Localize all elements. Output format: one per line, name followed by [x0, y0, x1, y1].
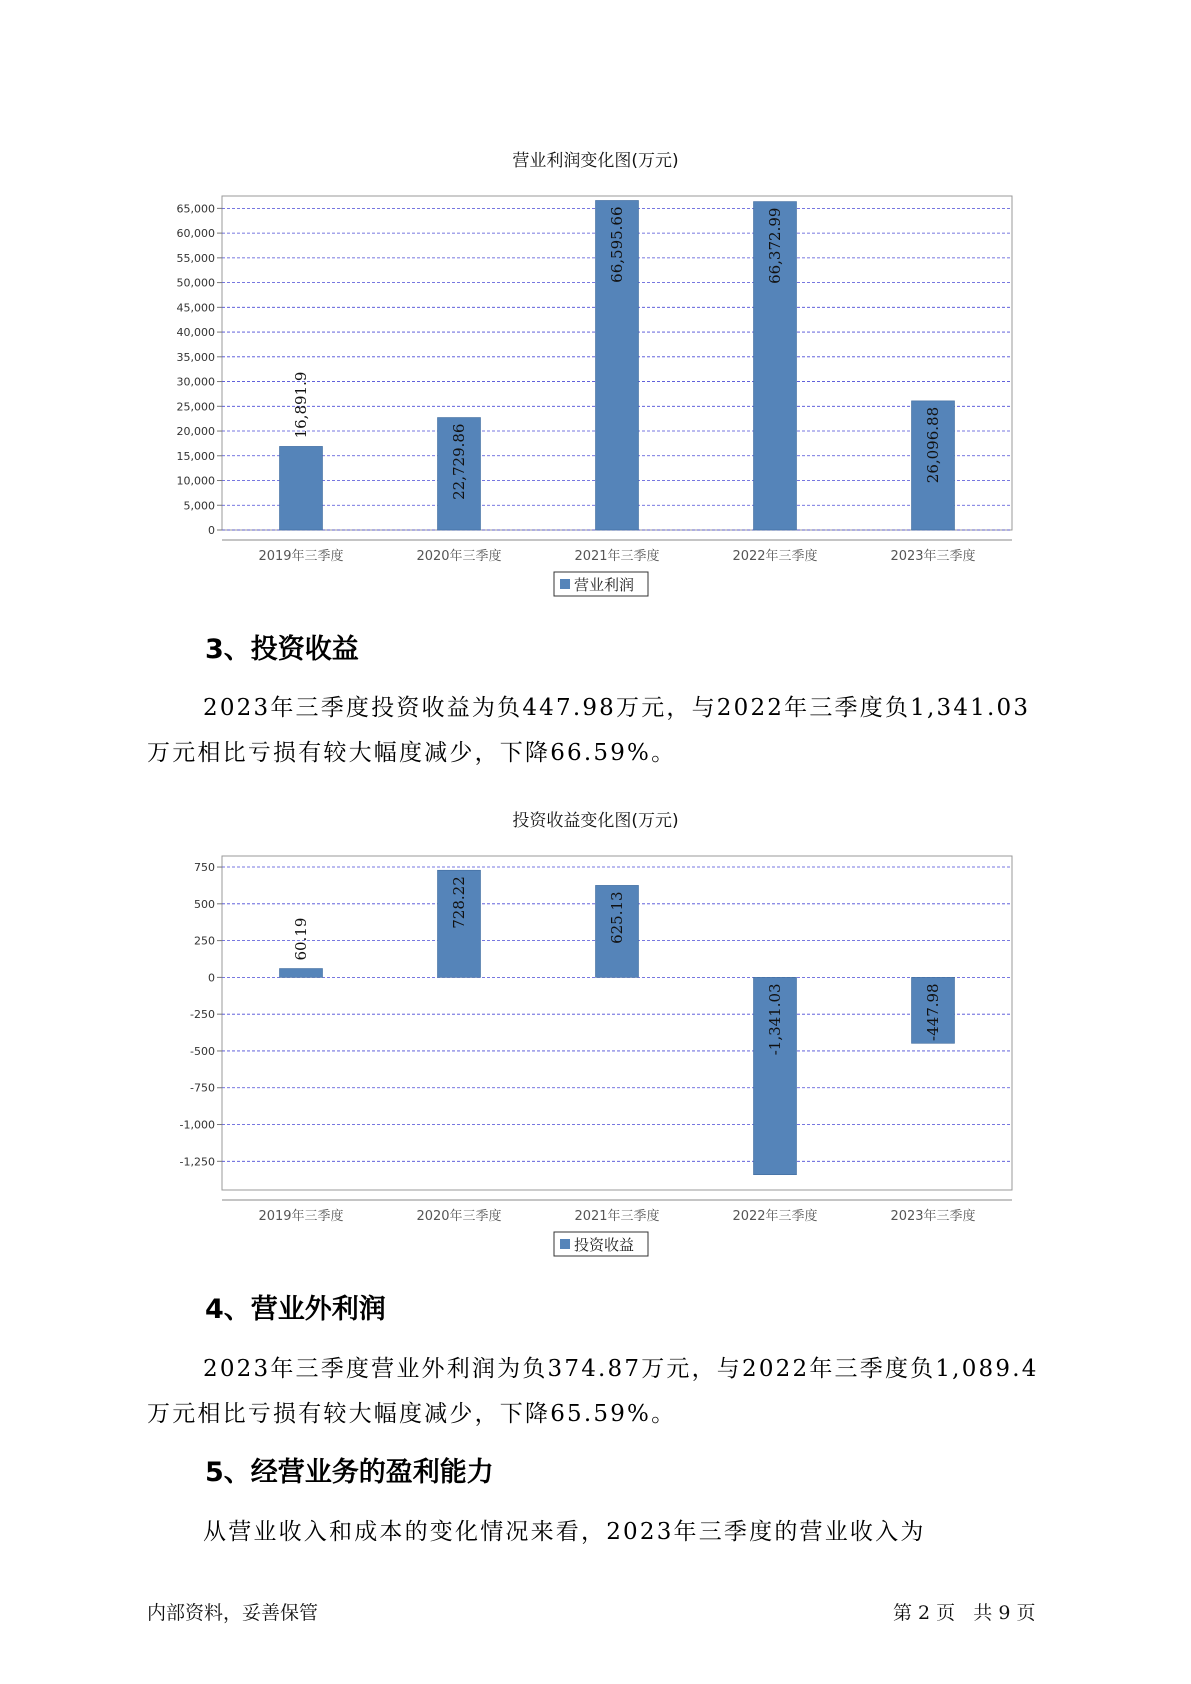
- legend-label: 投资收益: [574, 1236, 635, 1254]
- x-tick-label: 2023年三季度: [890, 549, 976, 564]
- bar: [280, 446, 323, 530]
- legend-swatch: [560, 579, 570, 589]
- x-tick-label: 2019年三季度: [258, 1209, 344, 1224]
- footer-confidential-note: 内部资料，妥善保管: [147, 1602, 319, 1624]
- paragraph-line: 万元相比亏损有较大幅度减少，下降65.59%。: [147, 1401, 677, 1427]
- section-heading-non-operating-profit: 4、营业外利润: [205, 1294, 386, 1325]
- chart-title: 投资收益变化图(万元): [512, 811, 679, 831]
- paragraph-line: 2023年三季度投资收益为负447.98万元，与2022年三季度负1,341.03: [203, 695, 1031, 721]
- data-label: 60.19: [292, 917, 310, 961]
- x-tick-label: 2022年三季度: [732, 549, 818, 564]
- chart-title: 营业利润变化图(万元): [512, 151, 679, 171]
- data-label: 16,891.9: [292, 371, 310, 439]
- x-tick-label: 2021年三季度: [574, 1209, 660, 1224]
- y-tick-label: 0: [208, 524, 215, 537]
- data-label: -1,341.03: [766, 983, 784, 1056]
- legend-swatch: [560, 1239, 570, 1249]
- legend-label: 营业利润: [574, 576, 635, 594]
- y-tick-label: -1,000: [179, 1118, 215, 1132]
- section-heading-profitability: 5、经营业务的盈利能力: [205, 1457, 494, 1488]
- data-label: 22,729.86: [450, 423, 468, 500]
- footer-page-number: 第 2 页 共 9 页: [893, 1602, 1036, 1624]
- y-tick-label: -500: [190, 1044, 215, 1058]
- investment-income-chart: [0, 840, 1191, 1260]
- paragraph-line: 从营业收入和成本的变化情况来看，2023年三季度的营业收入为: [203, 1519, 926, 1545]
- y-tick-label: 5,000: [183, 499, 215, 513]
- y-tick-label: 55,000: [176, 251, 215, 265]
- operating-profit-chart: [0, 180, 1191, 600]
- y-tick-label: 50,000: [176, 276, 215, 290]
- x-tick-label: 2023年三季度: [890, 1209, 976, 1224]
- x-tick-label: 2021年三季度: [574, 549, 660, 564]
- y-tick-label: 15,000: [176, 449, 215, 463]
- y-tick-label: 25,000: [176, 400, 215, 414]
- data-label: -447.98: [924, 983, 942, 1041]
- x-tick-label: 2020年三季度: [416, 549, 502, 564]
- y-tick-label: 35,000: [176, 350, 215, 364]
- y-tick-label: 60,000: [176, 227, 215, 241]
- y-tick-label: 45,000: [176, 301, 215, 315]
- data-label: 66,595.66: [608, 206, 626, 283]
- y-tick-label: -1,250: [179, 1155, 215, 1169]
- y-tick-label: 65,000: [176, 202, 215, 216]
- x-tick-label: 2019年三季度: [258, 549, 344, 564]
- data-label: 26,096.88: [924, 406, 942, 484]
- y-tick-label: 0: [208, 971, 215, 985]
- y-tick-label: -750: [190, 1081, 215, 1095]
- x-tick-label: 2022年三季度: [732, 1209, 818, 1224]
- section-heading-investment-income: 3、投资收益: [205, 634, 359, 665]
- paragraph-line: 2023年三季度营业外利润为负374.87万元，与2022年三季度负1,089.4: [203, 1356, 1039, 1382]
- y-tick-label: -250: [190, 1008, 215, 1022]
- y-tick-label: 10,000: [176, 474, 215, 488]
- y-tick-label: 750: [194, 861, 215, 875]
- y-tick-label: 20,000: [176, 425, 215, 439]
- bar: [280, 969, 323, 978]
- y-tick-label: 250: [194, 934, 215, 948]
- data-label: 728.22: [450, 876, 468, 929]
- paragraph-line: 万元相比亏损有较大幅度减少，下降66.59%。: [147, 740, 677, 766]
- x-tick-label: 2020年三季度: [416, 1209, 502, 1224]
- y-tick-label: 40,000: [176, 326, 215, 340]
- y-tick-label: 30,000: [176, 375, 215, 389]
- y-tick-label: 500: [194, 897, 215, 911]
- data-label: 66,372.99: [766, 207, 784, 284]
- data-label: 625.13: [608, 891, 626, 944]
